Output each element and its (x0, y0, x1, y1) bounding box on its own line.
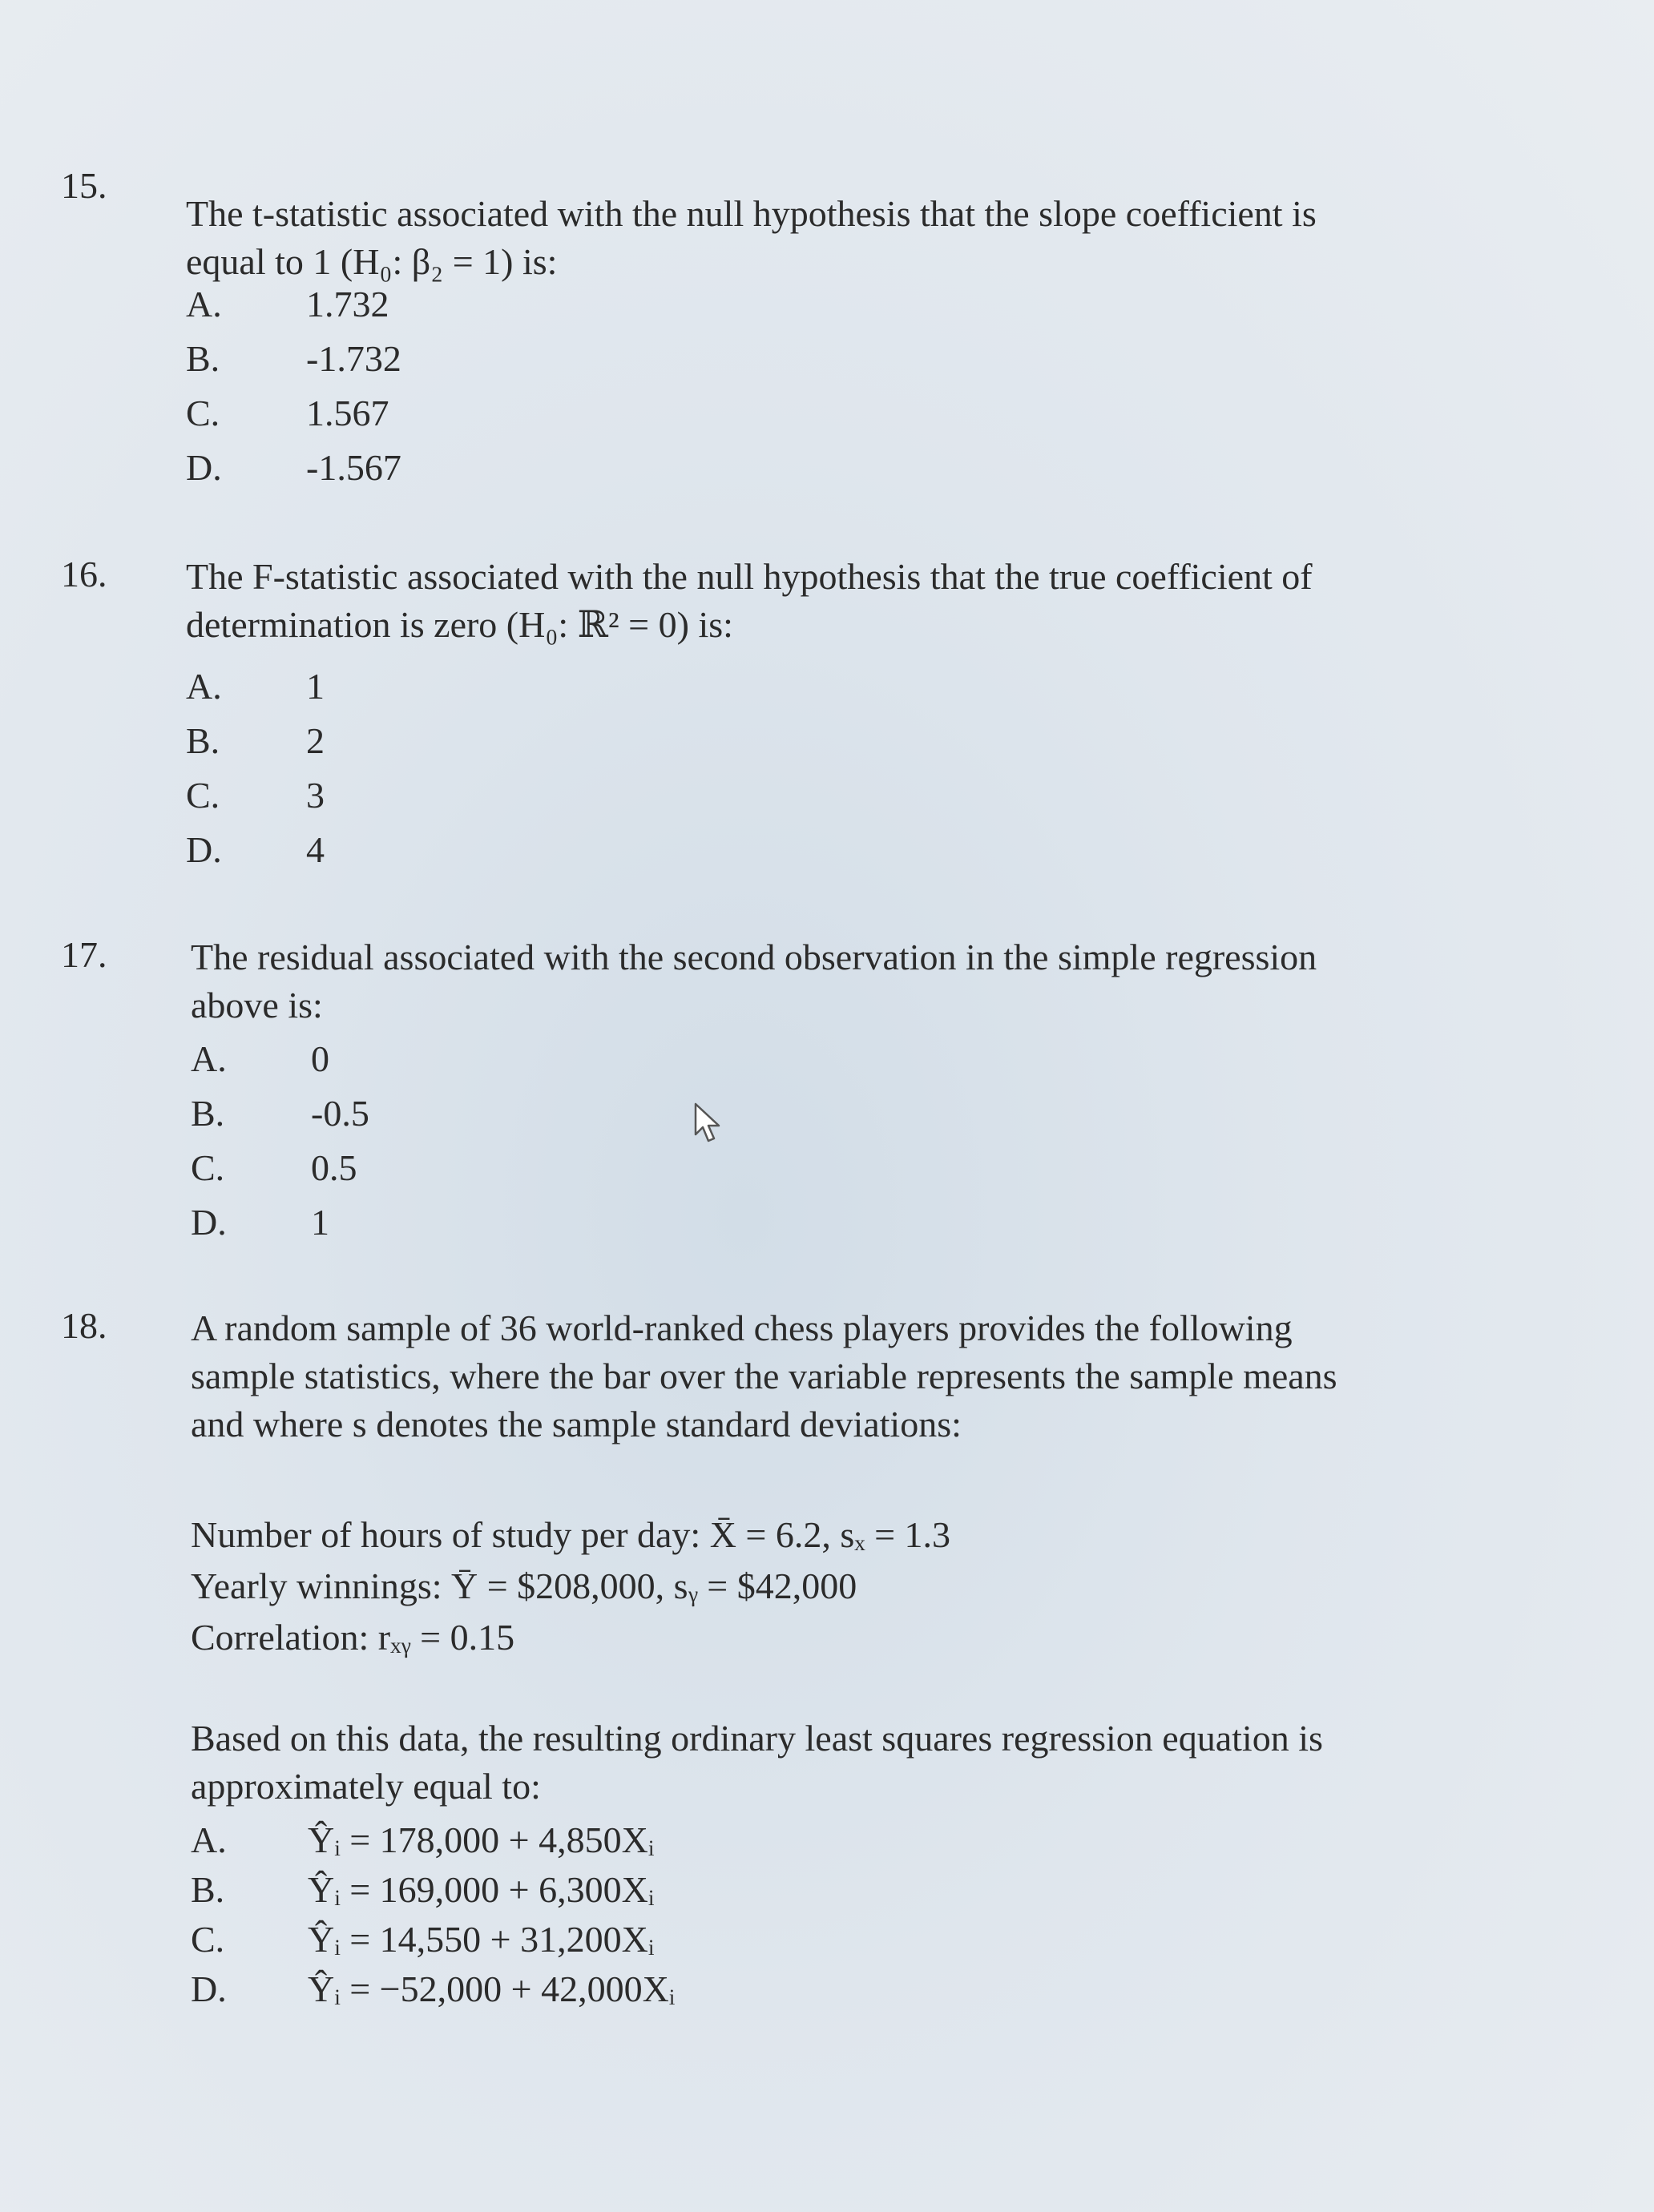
question-number: 16. (61, 554, 107, 594)
stem-line: approximately equal to: (191, 1766, 541, 1807)
option-value: Ŷᵢ = 169,000 + 6,300Xᵢ (308, 1869, 655, 1910)
option-value: 2 (306, 720, 325, 761)
stem-line: equal to 1 (H₀: β₂ = 1) is: (186, 241, 558, 282)
option-value: 1 (311, 1202, 329, 1243)
option-letter: D. (191, 1968, 227, 2009)
option-value: 3 (306, 775, 325, 816)
stem-line: and where s denotes the sample standard deviations: (191, 1404, 962, 1444)
stem-line: The F-statistic associated with the null hypothesis that the true coefficient of (186, 556, 1313, 597)
question-number: 17. (61, 934, 107, 975)
question-stem (191, 1304, 1553, 1448)
option-letter: B. (186, 720, 220, 761)
option-letter: D. (186, 447, 222, 488)
option-letter: B. (186, 338, 220, 379)
mouse-pointer-icon (692, 1102, 728, 1144)
option-value: -1.567 (306, 447, 401, 488)
option-value: 1.567 (306, 393, 389, 433)
stem-line: The residual associated with the second observation in the simple regression (191, 937, 1317, 977)
option-letter: B. (191, 1869, 225, 1910)
stem-line: sample statistics, where the bar over the variable represents the sample means (191, 1356, 1337, 1396)
option-letter: C. (191, 1919, 225, 1960)
yearly-winnings-stat: Yearly winnings: Ȳ = $208,000, sᵧ = $42,000 (191, 1565, 857, 1606)
option-value: Ŷᵢ = 14,550 + 31,200Xᵢ (308, 1919, 655, 1960)
option-value: 1.732 (306, 284, 389, 324)
option-letter: A. (186, 284, 222, 324)
option-value: 0.5 (311, 1147, 357, 1188)
question-number: 18. (61, 1305, 107, 1346)
option-value: -0.5 (311, 1093, 369, 1134)
option-letter: D. (191, 1202, 227, 1243)
stem-line: The t-statistic associated with the null hypothesis that the slope coefficient is (186, 193, 1317, 234)
option-letter: D. (186, 829, 222, 870)
option-letter: A. (191, 1819, 227, 1860)
sample-statistics (191, 1509, 950, 1663)
correlation-stat: Correlation: rₓᵧ = 0.15 (191, 1617, 515, 1658)
option-value: Ŷᵢ = 178,000 + 4,850Xᵢ (308, 1819, 655, 1860)
option-value: 4 (306, 829, 325, 870)
option-letter: C. (186, 393, 220, 433)
option-letter: A. (191, 1038, 227, 1079)
question-stem (186, 553, 1548, 649)
option-letter: B. (191, 1093, 225, 1134)
question-stem (186, 190, 1548, 286)
option-value: Ŷᵢ = −52,000 + 42,000Xᵢ (308, 1968, 676, 2009)
option-letter: C. (186, 775, 220, 816)
question-number: 15. (61, 165, 107, 206)
stem-line: Based on this data, the resulting ordinary least squares regression equation is (191, 1718, 1323, 1759)
question-stem (191, 933, 1553, 1029)
stem-line: A random sample of 36 world-ranked chess players provides the following (191, 1307, 1293, 1348)
option-value: -1.732 (306, 338, 401, 379)
stem-line: above is: (191, 985, 323, 1025)
option-value: 1 (306, 666, 325, 707)
option-value: 0 (311, 1038, 329, 1079)
option-letter: C. (191, 1147, 225, 1188)
question-followup (191, 1714, 1553, 1811)
option-letter: A. (186, 666, 222, 707)
stem-line: determination is zero (H₀: ℝ² = 0) is: (186, 604, 733, 645)
hours-of-study-stat: Number of hours of study per day: X̄ = 6.2, sₓ = 1.3 (191, 1514, 951, 1555)
